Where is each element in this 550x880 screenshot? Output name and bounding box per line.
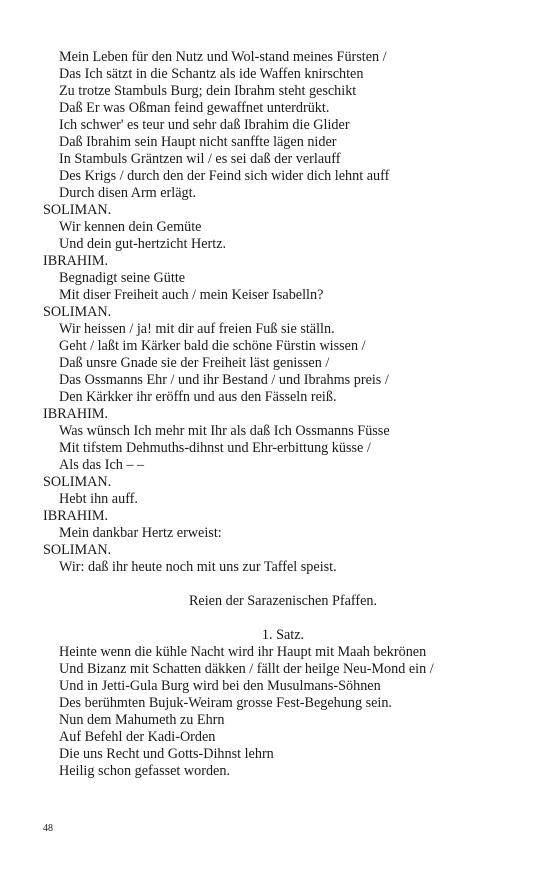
speaker-name: SOLIMAN.: [43, 304, 112, 320]
blank-line: [43, 576, 523, 593]
blank-line: [43, 610, 523, 627]
verse-line: Geht / laßt im Kärker bald die schöne Fürstin wissen /: [59, 338, 366, 354]
verse-line: Wir kennen dein Gemüte: [59, 219, 202, 235]
verse-line: Des Krigs / durch den der Feind sich wider dich lehnt auff: [59, 168, 390, 184]
verse-line: Begnadigt seine Gütte: [59, 270, 186, 286]
verse-line: Und Bizanz mit Schatten däkken / fällt der heilge Neu-Mond ein /: [59, 661, 434, 677]
speaker-name: SOLIMAN.: [43, 542, 112, 558]
section-heading: 1. Satz.: [261, 627, 305, 643]
verse-line: Daß Er was Oßman feind gewaffnet unterdrükt.: [59, 100, 330, 116]
section-heading: Reien der Sarazenischen Pfaffen.: [188, 593, 378, 609]
speaker-name: SOLIMAN.: [43, 202, 112, 218]
verse-line: Mit tifstem Dehmuths-dihnst und Ehr-erbittung küsse /: [59, 440, 371, 456]
verse-line: Die uns Recht und Gotts-Dihnst lehrn: [59, 746, 274, 762]
verse-line: Das Ich sätzt in die Schantz als ide Waffen knirschten: [59, 66, 364, 82]
verse-line: Zu trotze Stambuls Burg; dein Ibrahm steht geschikt: [59, 83, 357, 99]
verse-line: Und dein gut-hertzicht Hertz.: [59, 236, 227, 252]
verse-line: Durch disen Arm erlägt.: [59, 185, 197, 201]
verse-line: In Stambuls Gräntzen wil / es sei daß der verlauff: [59, 151, 341, 167]
verse-line: Mein dankbar Hertz erweist:: [59, 525, 222, 541]
play-text: [43, 49, 523, 780]
verse-line: Daß unsre Gnade sie der Freiheit läst genissen /: [59, 355, 330, 371]
verse-line: Mit diser Freiheit auch / mein Keiser Isabelln?: [59, 287, 324, 303]
verse-line: Auf Befehl der Kadi-Orden: [59, 729, 216, 745]
verse-line: Nun dem Mahumeth zu Ehrn: [59, 712, 225, 728]
speaker-name: IBRAHIM.: [43, 508, 109, 524]
speaker-name: IBRAHIM.: [43, 406, 109, 422]
verse-line: Was wünsch Ich mehr mit Ihr als daß Ich Ossmanns Füsse: [59, 423, 390, 439]
verse-line: Hebt ihn auff.: [59, 491, 138, 507]
verse-line: Wir: daß ihr heute noch mit uns zur Taffel speist.: [59, 559, 337, 575]
verse-line: Wir heissen / ja! mit dir auf freien Fuß sie ställn.: [59, 321, 335, 337]
speaker-name: IBRAHIM.: [43, 253, 109, 269]
verse-line: Ich schwer' es teur und sehr daß Ibrahim die Glider: [59, 117, 350, 133]
verse-line: Als das Ich – –: [59, 457, 145, 473]
page-number: 48: [43, 823, 53, 834]
verse-line: Des berühmten Bujuk-Weiram grosse Fest-Begehung sein.: [59, 695, 392, 711]
verse-line: Heilig schon gefasset worden.: [59, 763, 230, 779]
speaker-name: SOLIMAN.: [43, 474, 112, 490]
verse-line: Mein Leben für den Nutz und Wol-stand meines Fürsten /: [59, 49, 387, 65]
verse-line: Und in Jetti-Gula Burg wird bei den Musulmans-Söhnen: [59, 678, 381, 694]
verse-line: Heinte wenn die kühle Nacht wird ihr Haupt mit Maah bekrönen: [59, 644, 427, 660]
verse-line: Das Ossmanns Ehr / und ihr Bestand / und Ibrahms preis /: [59, 372, 389, 388]
verse-line: Daß Ibrahim sein Haupt nicht sanffte lägen nider: [59, 134, 337, 150]
verse-line: Den Kärkker ihr eröffn und aus den Fässeln reiß.: [59, 389, 337, 405]
